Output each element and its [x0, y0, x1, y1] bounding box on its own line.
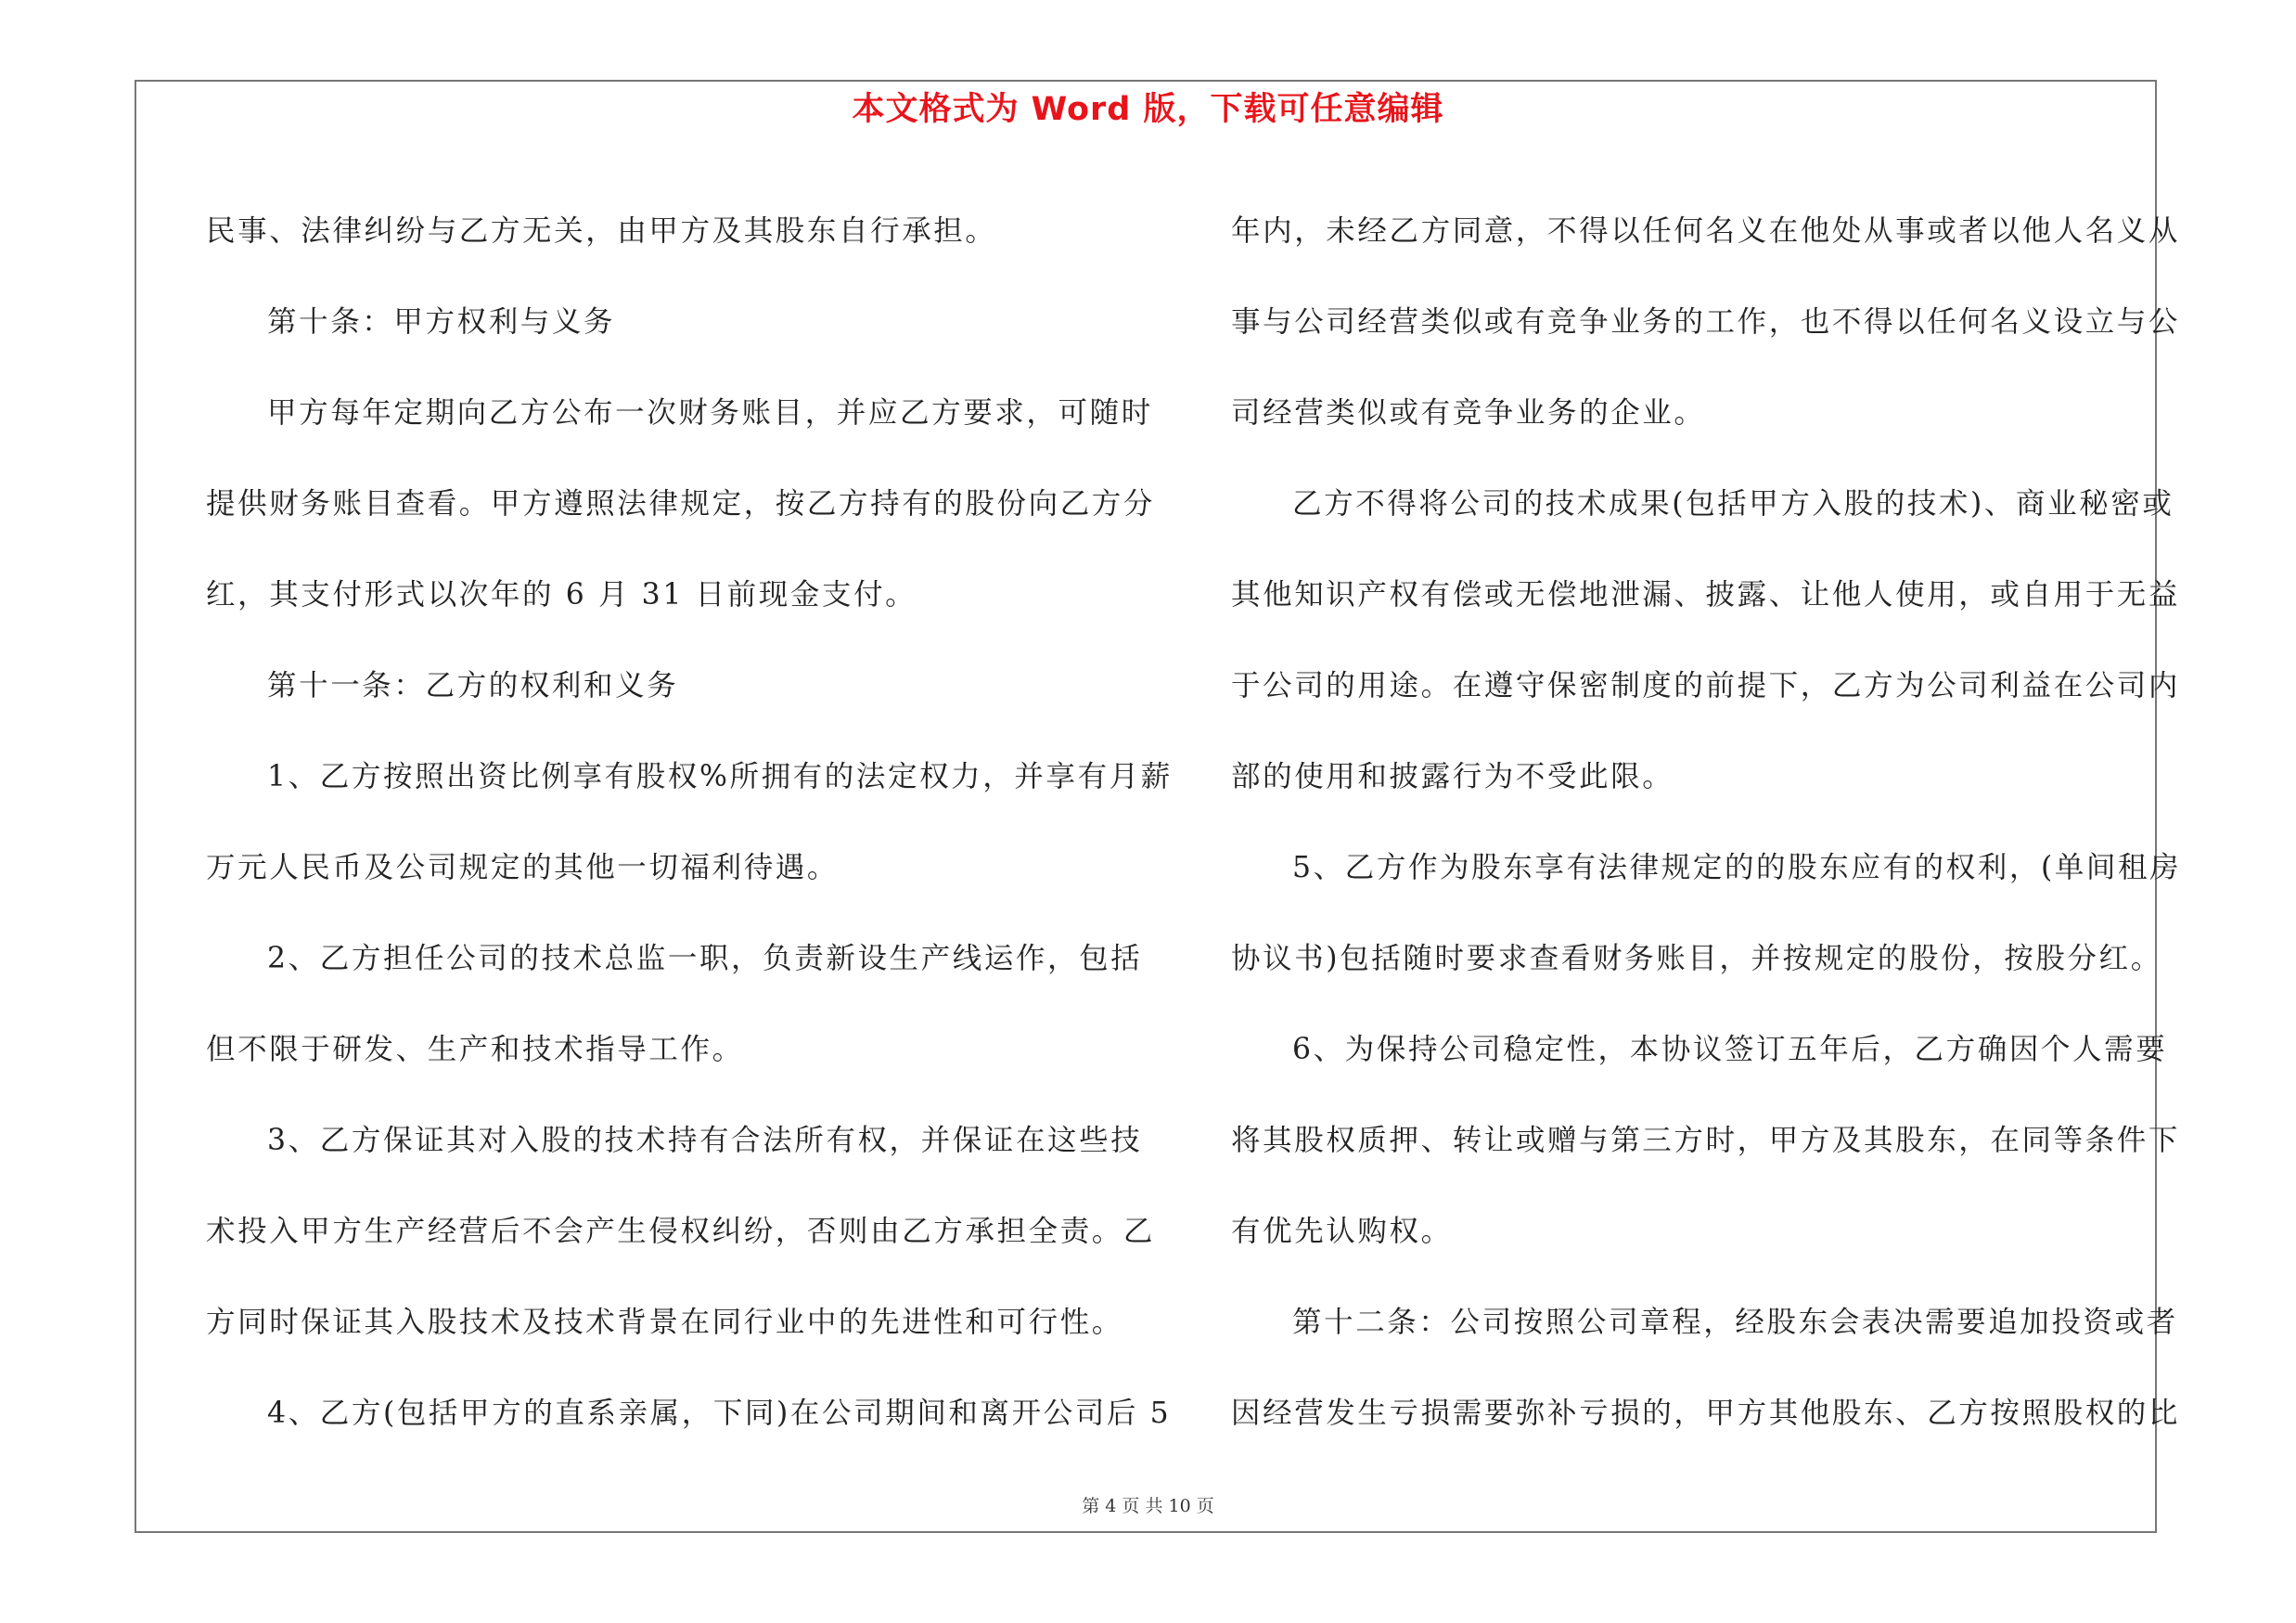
text-line: 5、乙方作为股东享有法律规定的的股东应有的权利，(单间租房 — [1292, 851, 2182, 884]
text-line: 部的使用和披露行为不受此限。 — [1231, 760, 1674, 793]
text-line: 但不限于研发、生产和技术指导工作。 — [206, 1033, 744, 1066]
text-line: 2、乙方担任公司的技术总监一职，负责新设生产线运作，包括 — [267, 942, 1143, 975]
text-line: 于公司的用途。在遵守保密制度的前提下，乙方为公司利益在公司内 — [1231, 669, 2181, 702]
text-line: 有优先认购权。 — [1231, 1215, 1453, 1248]
article-heading: 第十一条：乙方的权利和义务 — [267, 669, 679, 702]
text-line: 因经营发生亏损需要弥补亏损的，甲方其他股东、乙方按照股权的比 — [1231, 1397, 2181, 1430]
text-line: 甲方每年定期向乙方公布一次财务账目，并应乙方要求，可随时 — [267, 396, 1153, 430]
text-line: 万元人民币及公司规定的其他一切福利待遇。 — [206, 851, 840, 884]
page-number: 第 4 页 共 10 页 — [1082, 1496, 1214, 1516]
article-heading: 第十条：甲方权利与义务 — [267, 305, 616, 339]
text-line: 3、乙方保证其对入股的技术持有合法所有权，并保证在这些技 — [267, 1124, 1143, 1157]
text-line: 1、乙方按照出资比例享有股权%所拥有的法定权力，并享有月薪 — [267, 760, 1173, 793]
left-column — [206, 186, 1173, 1459]
text-line: 民事、法律纠纷与乙方无关，由甲方及其股东自行承担。 — [206, 214, 997, 248]
right-column — [1231, 186, 2182, 1459]
word-format-banner: 本文格式为 Word 版，下载可任意编辑 — [852, 91, 1444, 128]
text-line: 乙方不得将公司的技术成果(包括甲方入股的技术)、商业秘密或 — [1292, 487, 2174, 521]
text-line: 提供财务账目查看。甲方遵照法律规定，按乙方持有的股份向乙方分 — [206, 487, 1156, 521]
text-line: 4、乙方(包括甲方的直系亲属，下同)在公司期间和离开公司后 5 — [267, 1397, 1172, 1430]
text-line: 6、为保持公司稳定性，本协议签订五年后，乙方确因个人需要 — [1292, 1033, 2168, 1066]
text-line: 司经营类似或有竞争业务的企业。 — [1231, 396, 1706, 430]
text-line: 协议书)包括随时要求查看财务账目，并按规定的股份，按股分红。 — [1231, 942, 2162, 975]
text-line: 年内，未经乙方同意，不得以任何名义在他处从事或者以他人名义从 — [1231, 214, 2181, 248]
text-line: 红，其支付形式以次年的 6 月 31 日前现金支付。 — [206, 578, 917, 612]
text-line: 方同时保证其入股技术及技术背景在同行业中的先进性和可行性。 — [206, 1306, 1123, 1339]
text-line: 事与公司经营类似或有竞争业务的工作，也不得以任何名义设立与公 — [1231, 305, 2181, 339]
text-line: 将其股权质押、转让或赠与第三方时，甲方及其股东，在同等条件下 — [1231, 1124, 2181, 1157]
text-line: 术投入甲方生产经营后不会产生侵权纠纷，否则由乙方承担全责。乙 — [206, 1215, 1156, 1248]
article-heading: 第十二条：公司按照公司章程，经股东会表决需要追加投资或者 — [1292, 1306, 2178, 1339]
text-line: 其他知识产权有偿或无偿地泄漏、披露、让他人使用，或自用于无益 — [1231, 578, 2181, 612]
